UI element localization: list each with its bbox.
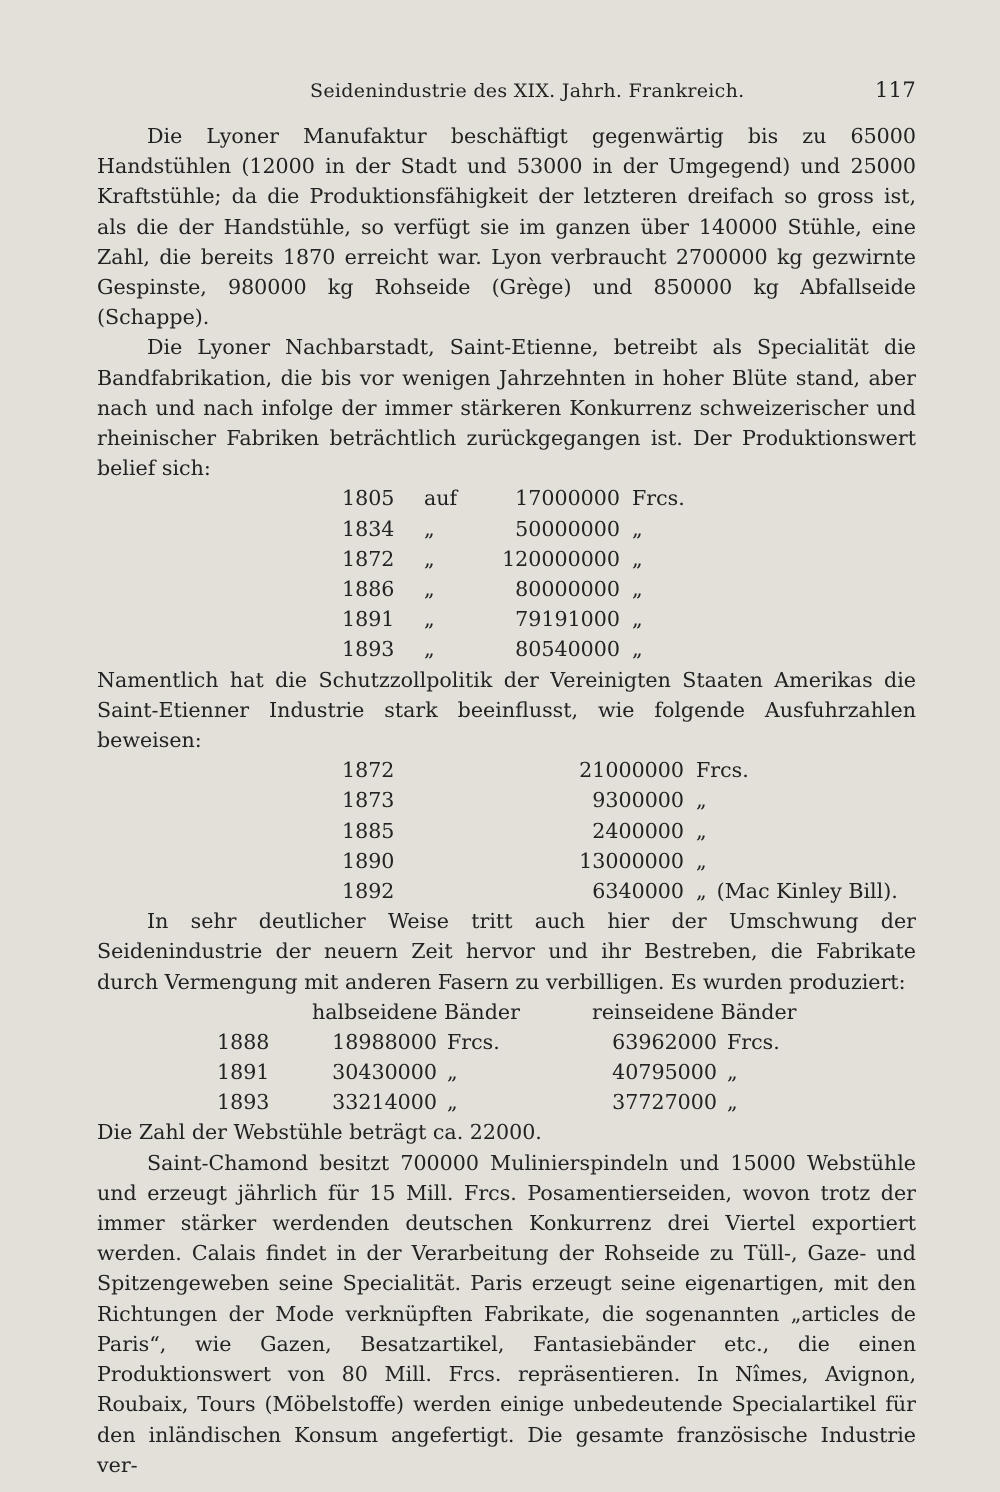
unit-cell: „ <box>727 1090 738 1115</box>
year-cell: 1893 <box>342 637 395 662</box>
ribbon-production-table <box>97 997 916 1118</box>
running-header <box>310 78 916 102</box>
unit-cell: „ <box>696 818 707 843</box>
paragraph-looms: Die Zahl der Webstühle beträgt ca. 22000. <box>97 1120 542 1145</box>
table-row <box>97 846 916 876</box>
unit-cell: „ <box>696 848 707 873</box>
amount-cell: 63962000 <box>612 1029 717 1054</box>
unit-cell: „ <box>632 546 643 571</box>
connector-cell: „ <box>424 546 435 571</box>
table-row <box>97 816 916 846</box>
paragraph-protectionism: Namentlich hat die Schutzzollpolitik der Vereinigten Staaten Amerikas die Saint-Etienner Industrie stark beeinflusst, wie folgende Ausfuhrzahlen beweisen: <box>97 667 916 752</box>
amount-cell: 80000000 <box>515 577 620 601</box>
connector-cell: „ <box>424 637 435 662</box>
table-row <box>97 755 916 785</box>
amount-cell: 79191000 <box>515 607 620 632</box>
year-cell: 1872 <box>342 758 395 783</box>
unit-cell: „ <box>696 788 707 813</box>
paragraph-change: In sehr deutlicher Weise tritt auch hier der Umschwung der Seidenindustrie der neuern Zeit hervor und ihr Bestreben, die Fabrikate durch Vermengung mit anderen Fasern zu verbilligen. Es wurden produziert: <box>97 909 916 994</box>
amount-cell: 2400000 <box>592 818 684 843</box>
page-number: 117 <box>875 78 916 102</box>
amount-cell: 13000000 <box>579 848 684 873</box>
amount-cell: 17000000 <box>515 486 620 511</box>
connector-cell: „ <box>424 516 435 541</box>
paragraph-saint-etienne: Die Lyoner Nachbarstadt, Saint-Etienne, betreibt als Specialität die Bandfabrikation, die bis vor wenigen Jahrzehnten in hoher Blüte stand, aber nach und nach infolge der immer stärkeren Konkurrenz schweizerischer und rheinischer Fabriken beträchtlich zurückgegangen ist. Der Produktionswert belief sich: <box>97 335 916 481</box>
amount-cell: 50000000 <box>515 516 620 541</box>
table-header-row <box>97 997 916 1027</box>
year-cell: 1885 <box>342 818 395 843</box>
unit-cell: „ <box>632 577 643 601</box>
year-cell: 1893 <box>217 1090 270 1115</box>
production-value-table <box>97 483 916 664</box>
unit-cell: „ <box>727 1060 738 1085</box>
unit-cell: „ <box>632 607 643 632</box>
running-title: Seidenindustrie des XIX. Jahrh. Frankreich. <box>310 80 745 102</box>
year-cell: 1834 <box>342 516 395 541</box>
table-row <box>97 634 916 664</box>
table-row <box>97 514 916 544</box>
paragraph-other-cities: Saint-Chamond besitzt 700000 Mulinierspindeln und 15000 Webstühle und erzeugt jährlich für 15 Mill. Frcs. Posamentierseiden, wovon trotz der immer stärker werdenden deutschen Konkurrenz drei Viertel exportiert werden. Calais findet in der Verarbeitung der Rohseide zu Tüll-, Gaze- und Spitzengeweben seine Specialität. Paris erzeugt seine eigenartigen, mit den Richtungen der Mode verknüpften Fabrikate, die sogenannten „articles de Paris“, wie Gazen, Besatzartikel, Fantasiebänder etc., die einen Produktionswert von 80 Mill. Frcs. repräsentieren. In Nîmes, Avignon, Roubaix, Tours (Möbelstoffe) werden einige unbedeutende Specialartikel für den inländischen Konsum angefertigt. Die gesamte französische Industrie ver- <box>97 1150 916 1477</box>
connector-cell: auf <box>424 486 458 511</box>
table-row <box>97 1027 916 1057</box>
table-row <box>97 1087 916 1117</box>
page-body <box>97 121 916 1480</box>
unit-cell: „ <box>632 637 643 662</box>
amount-cell: 120000000 <box>502 546 620 571</box>
unit-cell: „ <box>447 1060 458 1085</box>
unit-cell: Frcs. <box>632 486 685 511</box>
amount-cell: 21000000 <box>579 758 684 783</box>
amount-cell: 80540000 <box>515 637 620 662</box>
unit-cell: Frcs. <box>727 1029 780 1054</box>
unit-cell: „ <box>632 516 643 541</box>
table-row <box>97 604 916 634</box>
amount-cell: 40795000 <box>612 1060 717 1085</box>
table-row <box>97 544 916 574</box>
unit-cell: „ <box>696 878 707 903</box>
note-cell: (Mac Kinley Bill). <box>716 878 898 903</box>
year-cell: 1873 <box>342 788 395 813</box>
year-cell: 1886 <box>342 577 395 601</box>
amount-cell: 6340000 <box>592 878 684 903</box>
amount-cell: 37727000 <box>612 1090 717 1115</box>
year-cell: 1892 <box>342 878 395 903</box>
year-cell: 1890 <box>342 848 395 873</box>
year-cell: 1805 <box>342 486 395 511</box>
connector-cell: „ <box>424 577 435 601</box>
table-row <box>97 1057 916 1087</box>
unit-cell: „ <box>447 1090 458 1115</box>
year-cell: 1891 <box>342 607 395 632</box>
paragraph-lyon: Die Lyoner Manufaktur beschäftigt gegenwärtig bis zu 65000 Handstühlen (12000 in der Stadt und 53000 in der Umgegend) und 25000 Kraftstühle; da die Produktionsfähigkeit der letzteren dreifach so gross ist, als die der Handstühle, so verfügt sie im ganzen über 140000 Stühle, eine Zahl, die bereits 1870 erreicht war. Lyon verbraucht 2700000 kg gezwirnte Gespinste, 980000 kg Rohseide (Grège) und 850000 kg Abfallseide (Schappe). <box>97 124 916 330</box>
unit-cell: Frcs. <box>447 1029 500 1054</box>
table-row <box>97 876 916 906</box>
column-header: reinseidene Bänder <box>592 999 797 1024</box>
unit-cell: Frcs. <box>696 758 749 783</box>
table-row <box>97 785 916 815</box>
table-row <box>97 483 916 513</box>
table-row <box>97 574 916 604</box>
year-cell: 1872 <box>342 546 395 571</box>
export-table <box>97 755 916 906</box>
amount-cell: 33214000 <box>332 1090 437 1115</box>
amount-cell: 9300000 <box>592 788 684 813</box>
year-cell: 1891 <box>217 1060 270 1085</box>
year-cell: 1888 <box>217 1029 270 1054</box>
connector-cell: „ <box>424 607 435 632</box>
amount-cell: 30430000 <box>332 1060 437 1085</box>
amount-cell: 18988000 <box>332 1029 437 1054</box>
column-header: halbseidene Bänder <box>312 999 520 1024</box>
